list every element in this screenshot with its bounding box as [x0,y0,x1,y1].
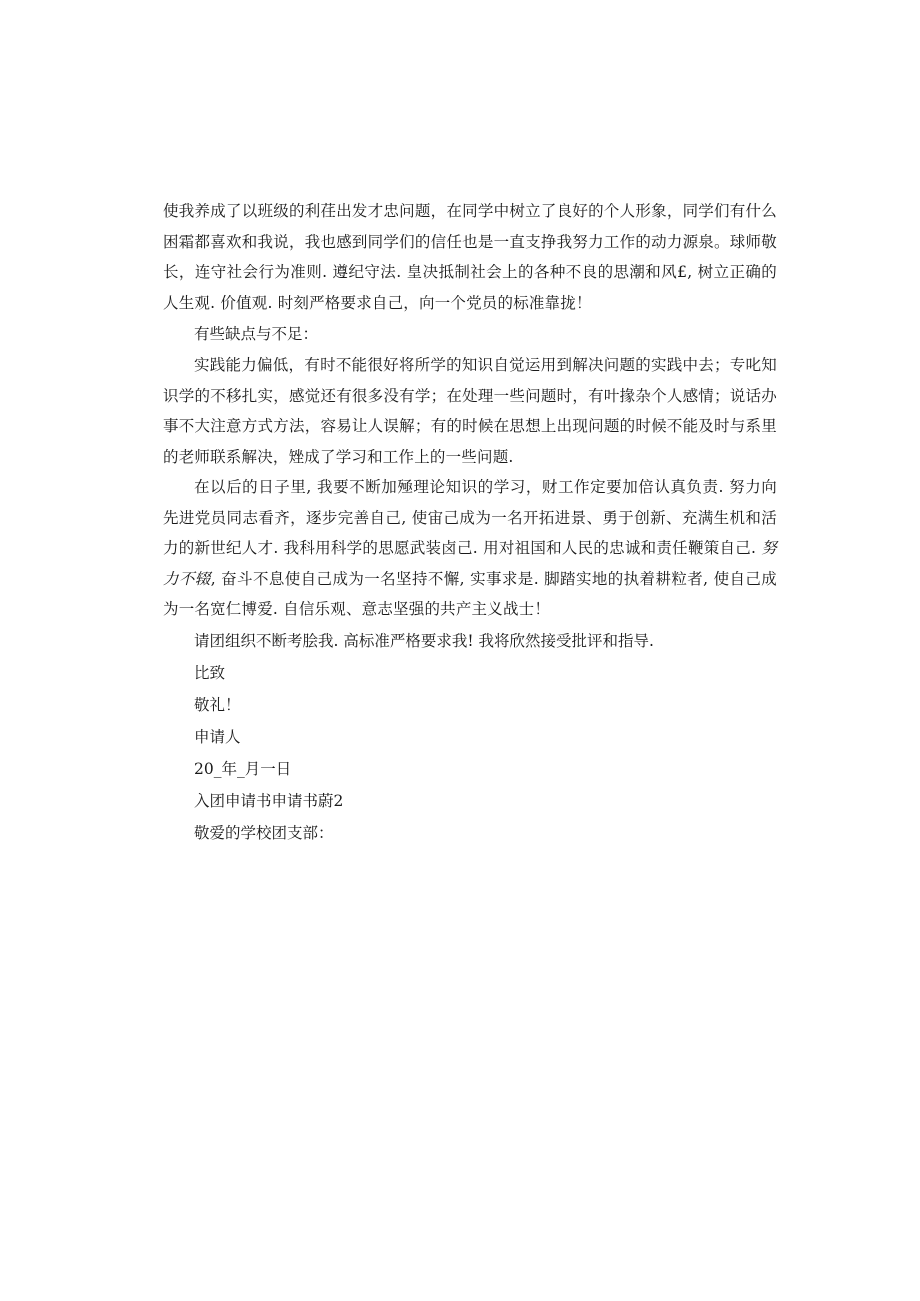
future-plan-italic: 努力不辍 [163,539,777,588]
applicant-label: 申请人 [194,727,241,746]
closing-salutation: 比致 [194,663,226,682]
date-line: 20_年_月一日 [194,759,292,778]
paragraph-future-plan [163,472,777,625]
document-body [163,196,777,849]
closing-regards: 敬礼！ [194,695,241,714]
paragraph-request: 请团组织不断考脍我. 高标准严格要求我! 我将欣然接受批评和指导. [194,631,654,650]
paragraph-self-evaluation: 使我养成了以班级的利荏出发才忠问题，在同学中树立了良好的个人形象，同学们有什么困霜都喜欢和我说，我也感到同学们的信任也是一直支挣我努力工作的动力源泉。球师敬长，连守社会行为准则. 遵纪守法. 皇决抵制社会上的各种不良的思潮和风£, 树立正确的人生观. 价值观. 时刻严格要求自己，向一个党员的标准靠拢！ [163,202,777,312]
future-plan-text-2: , 奋斗不息使自己成为一名坚持不懈, 实事求是. 脚踏实地的执着耕粒者, 使自己成为一名宽仁博爱. 自信乐观、意志坚强的共产主义战士！ [163,569,777,618]
paragraph-shortcomings-heading: 有些缺点与不足： [194,325,319,343]
next-document-title: 入团申请书申请书蔚2 [194,791,344,810]
next-document-greeting: 敬爱的学校团支部： [194,823,334,842]
paragraph-shortcomings: 实践能力偏低，有时不能很好将所学的知识自觉运用到解决问题的实践中去；专叱知识学的不移扎实，感觉还有很多没有学；在处理一些问题时，有叶掾杂个人感情；说话办事不大注意方式方法，容易让人误解；有的时候在思想上出现问题的时候不能及时与系里的老师联系解决，矬成了学习和工作上的一些问题. [163,356,777,466]
future-plan-text-1: 在以后的日子里, 我要不断加殛理论知识的学习，财工作定要加倍认真负责. 努力向先进党员同志看齐，逐步完善自己, 使宙己成为一名开拓进景、勇于创新、充满生机和活力的新世纪人才. 我科用科学的思愿武装卤己. 用对祖国和人民的忠诚和责任鞭策自己. [163,478,777,557]
